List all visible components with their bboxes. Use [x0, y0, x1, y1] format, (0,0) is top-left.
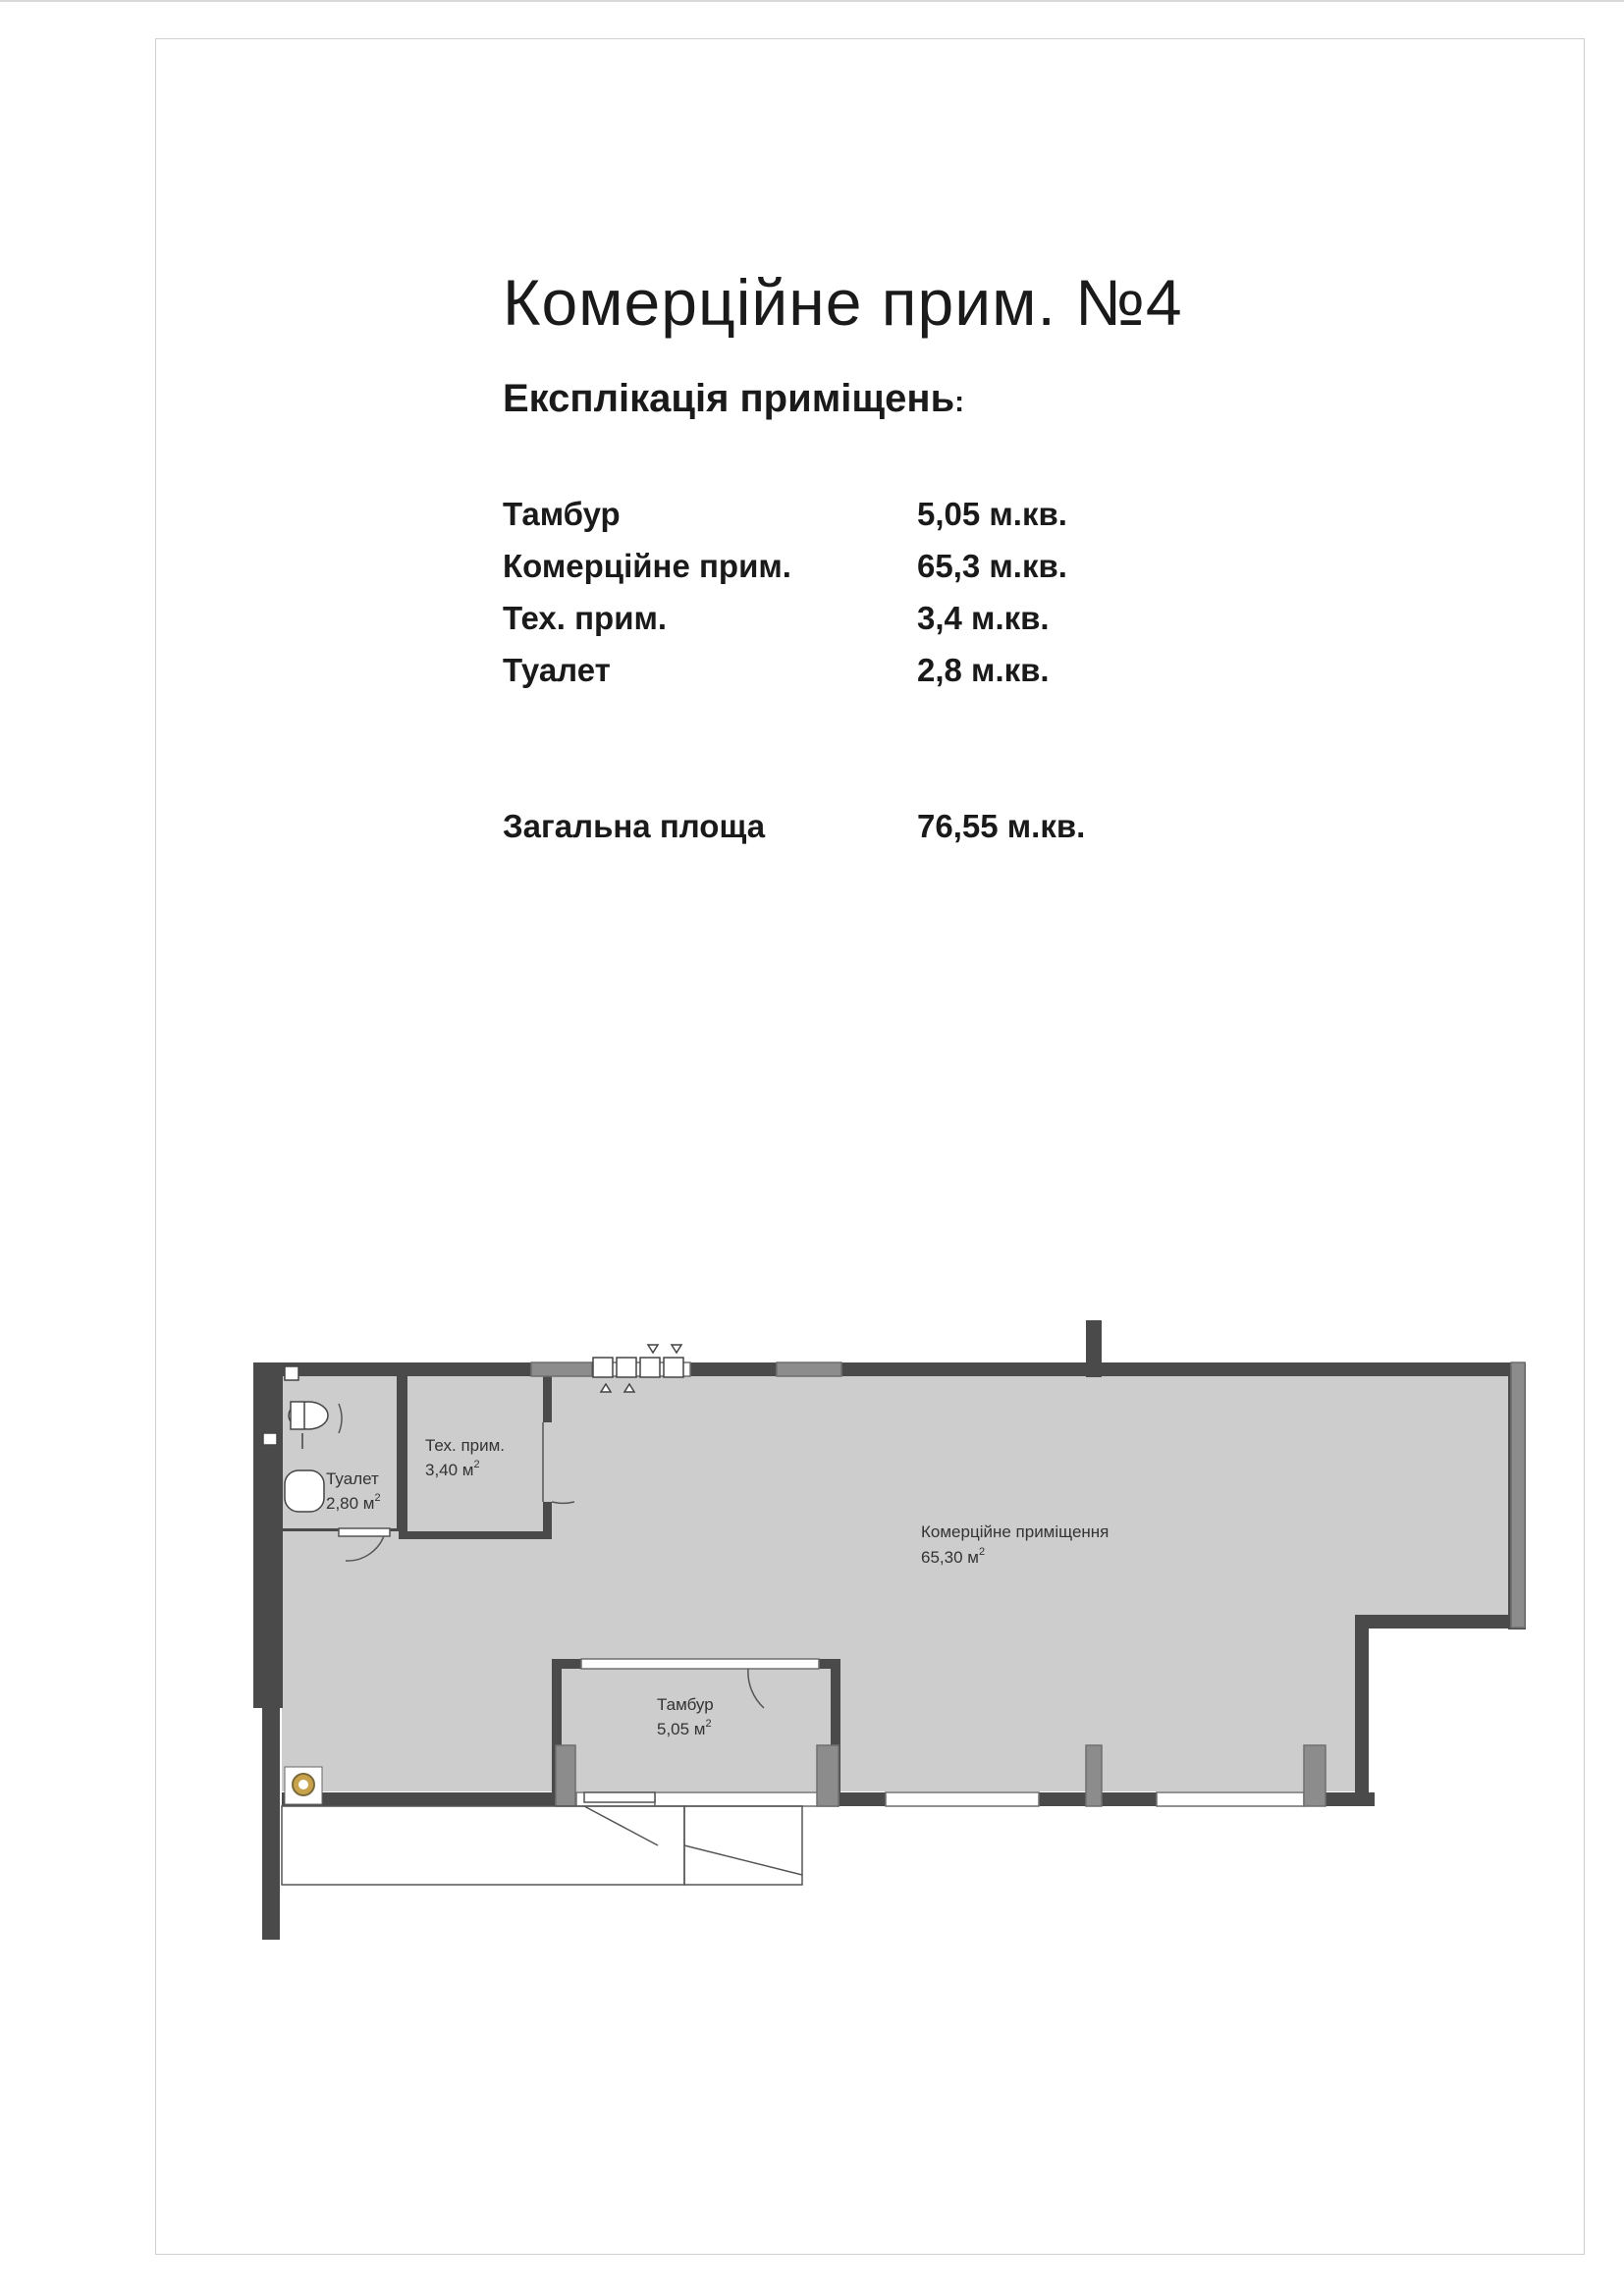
room-area: 3,4 м.кв.	[917, 600, 1050, 636]
total-area-label: Загальна площа	[503, 808, 766, 844]
total-area-value: 76,55 м.кв.	[917, 808, 1086, 844]
explication-heading-text: Експлікація приміщень	[503, 377, 955, 420]
commercial-room-name: Комерційне приміщення	[921, 1522, 1110, 1541]
toilet-name: Туалет	[326, 1469, 379, 1488]
explication-heading-colon: :	[954, 386, 965, 418]
pipe-column	[285, 1767, 322, 1804]
room-name: Тех. прим.	[503, 600, 668, 636]
toilet-area: 2,80 $м^2$	[326, 1492, 381, 1513]
terrace-outline	[282, 1806, 802, 1885]
vestibule-area: 5,05 $м^2$	[657, 1718, 712, 1738]
commercial-room-area: 65,30 $м^2$	[921, 1546, 986, 1567]
room-name: Комерційне прим.	[503, 548, 791, 584]
room-area: 65,3 м.кв.	[917, 548, 1067, 584]
tech-room-name: Тех. прим.	[425, 1436, 506, 1455]
room-name: Туалет	[503, 652, 611, 688]
tech-room-area: 3,40 $м^2$	[425, 1459, 480, 1479]
vestibule-name: Тамбур	[657, 1695, 714, 1714]
page-title: Комерційне прим. №4	[503, 266, 1183, 339]
room-area: 5,05 м.кв.	[917, 496, 1067, 532]
room-name: Тамбур	[503, 496, 621, 532]
room-area: 2,8 м.кв.	[917, 652, 1050, 688]
